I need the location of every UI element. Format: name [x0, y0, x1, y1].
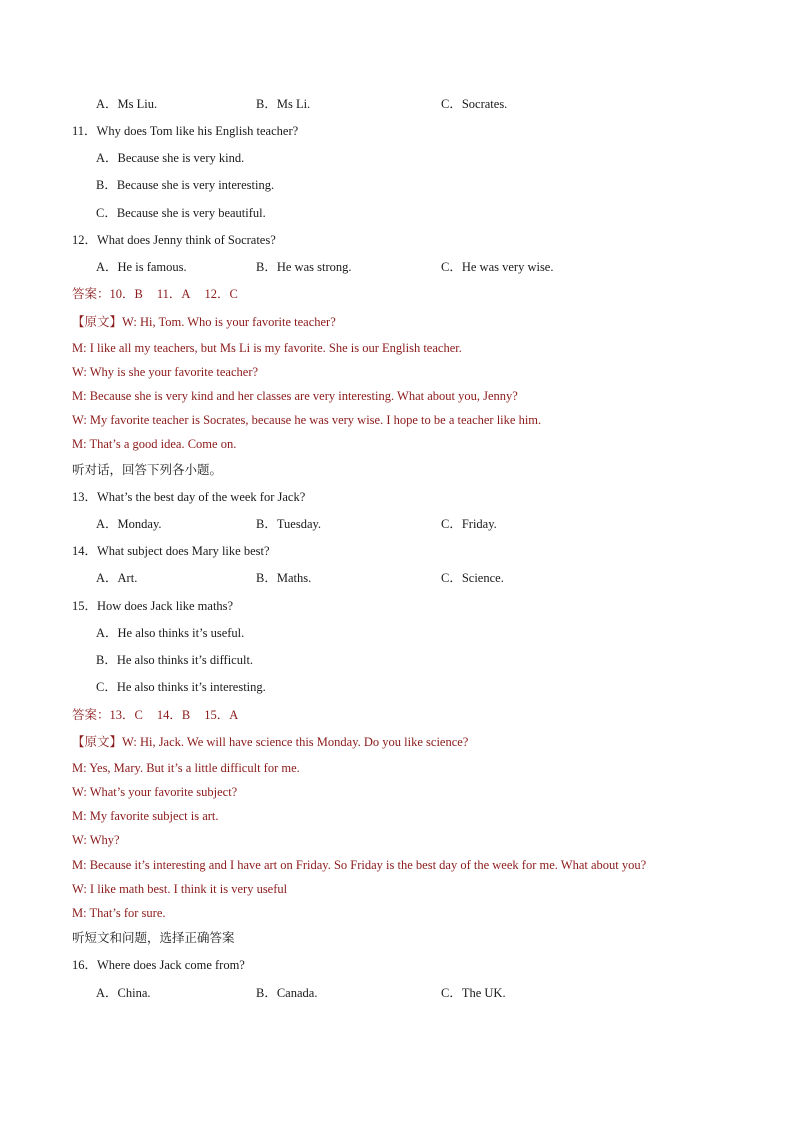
answer-item: 14．B	[156, 708, 191, 722]
answer-item: 13．C	[109, 708, 143, 722]
q14-option-a: A．Art.	[96, 571, 138, 585]
question-13: 13．What’s the best day of the week for Jack?	[72, 490, 306, 504]
section-heading: 听短文和问题，选择正确答案	[72, 930, 235, 945]
transcript-2-line: M: Yes, Mary. But it’s a little difficult for me.	[72, 761, 300, 775]
transcript-2-line: W: Why?	[72, 833, 120, 847]
q11-option-a: A．Because she is very kind.	[96, 151, 245, 165]
q14-option-b: B．Maths.	[256, 571, 312, 585]
transcript-1-line: M: That’s a good idea. Come on.	[72, 437, 237, 451]
q13-option-a: A．Monday.	[96, 517, 162, 531]
answer-item: 10．B	[109, 287, 143, 301]
q11-option-b: B．Because she is very interesting.	[96, 178, 275, 192]
transcript-1-line: W: My favorite teacher is Socrates, because he was very wise. I hope to be a teacher like him.	[72, 413, 542, 427]
q11-option-c: C．Because she is very beautiful.	[96, 206, 266, 220]
transcript-tag: 【原文】	[72, 314, 123, 329]
transcript-2-line: M: Because it’s interesting and I have art on Friday. So Friday is the best day of the week for me. What about you?	[72, 858, 647, 872]
transcript-tag: 【原文】	[72, 734, 123, 749]
q10-option-c: C．Socrates.	[441, 97, 508, 111]
q14-option-c: C．Science.	[441, 571, 504, 585]
q10-option-b: B．Ms Li.	[256, 97, 311, 111]
transcript-2-line: M: That’s for sure.	[72, 906, 166, 920]
answer-label: 答案：	[72, 286, 110, 301]
transcript-2-line: W: What’s your favorite subject?	[72, 785, 238, 799]
transcript-2-line: M: My favorite subject is art.	[72, 809, 219, 823]
transcript-1-line: M: Because she is very kind and her classes are very interesting. What about you, Jenny?	[72, 389, 518, 403]
q13-option-b: B．Tuesday.	[256, 517, 322, 531]
section-heading: 听对话，回答下列各小题。	[72, 462, 223, 477]
question-12: 12．What does Jenny think of Socrates?	[72, 233, 276, 247]
answer-key-1	[72, 286, 252, 302]
transcript-text: W: Hi, Jack. We will have science this Monday. Do you like science?	[122, 735, 469, 749]
q15-option-b: B．He also thinks it’s difficult.	[96, 653, 254, 667]
q10-option-a: A．Ms Liu.	[96, 97, 158, 111]
q12-option-c: C．He was very wise.	[441, 260, 554, 274]
question-11: 11．Why does Tom like his English teacher?	[72, 124, 299, 138]
transcript-text: W: Hi, Tom. Who is your favorite teacher?	[122, 315, 336, 329]
transcript-2-line	[72, 734, 468, 750]
answer-key-2	[72, 707, 252, 723]
transcript-1-line	[72, 314, 336, 330]
answer-item: 12．C	[204, 287, 238, 301]
question-16: 16．Where does Jack come from?	[72, 958, 245, 972]
q16-option-c: C．The UK.	[441, 986, 506, 1000]
q15-option-c: C．He also thinks it’s interesting.	[96, 680, 266, 694]
question-14: 14．What subject does Mary like best?	[72, 544, 270, 558]
transcript-1-line: M: I like all my teachers, but Ms Li is my favorite. She is our English teacher.	[72, 341, 462, 355]
transcript-1-line: W: Why is she your favorite teacher?	[72, 365, 259, 379]
question-15: 15．How does Jack like maths?	[72, 599, 234, 613]
q15-option-a: A．He also thinks it’s useful.	[96, 626, 245, 640]
answer-label: 答案：	[72, 707, 110, 722]
q16-option-b: B．Canada.	[256, 986, 318, 1000]
q16-option-a: A．China.	[96, 986, 151, 1000]
answer-item: 11．A	[156, 287, 191, 301]
q13-option-c: C．Friday.	[441, 517, 497, 531]
q12-option-a: A．He is famous.	[96, 260, 187, 274]
answer-item: 15．A	[204, 708, 239, 722]
transcript-2-line: W: I like math best. I think it is very useful	[72, 882, 288, 896]
q12-option-b: B．He was strong.	[256, 260, 352, 274]
